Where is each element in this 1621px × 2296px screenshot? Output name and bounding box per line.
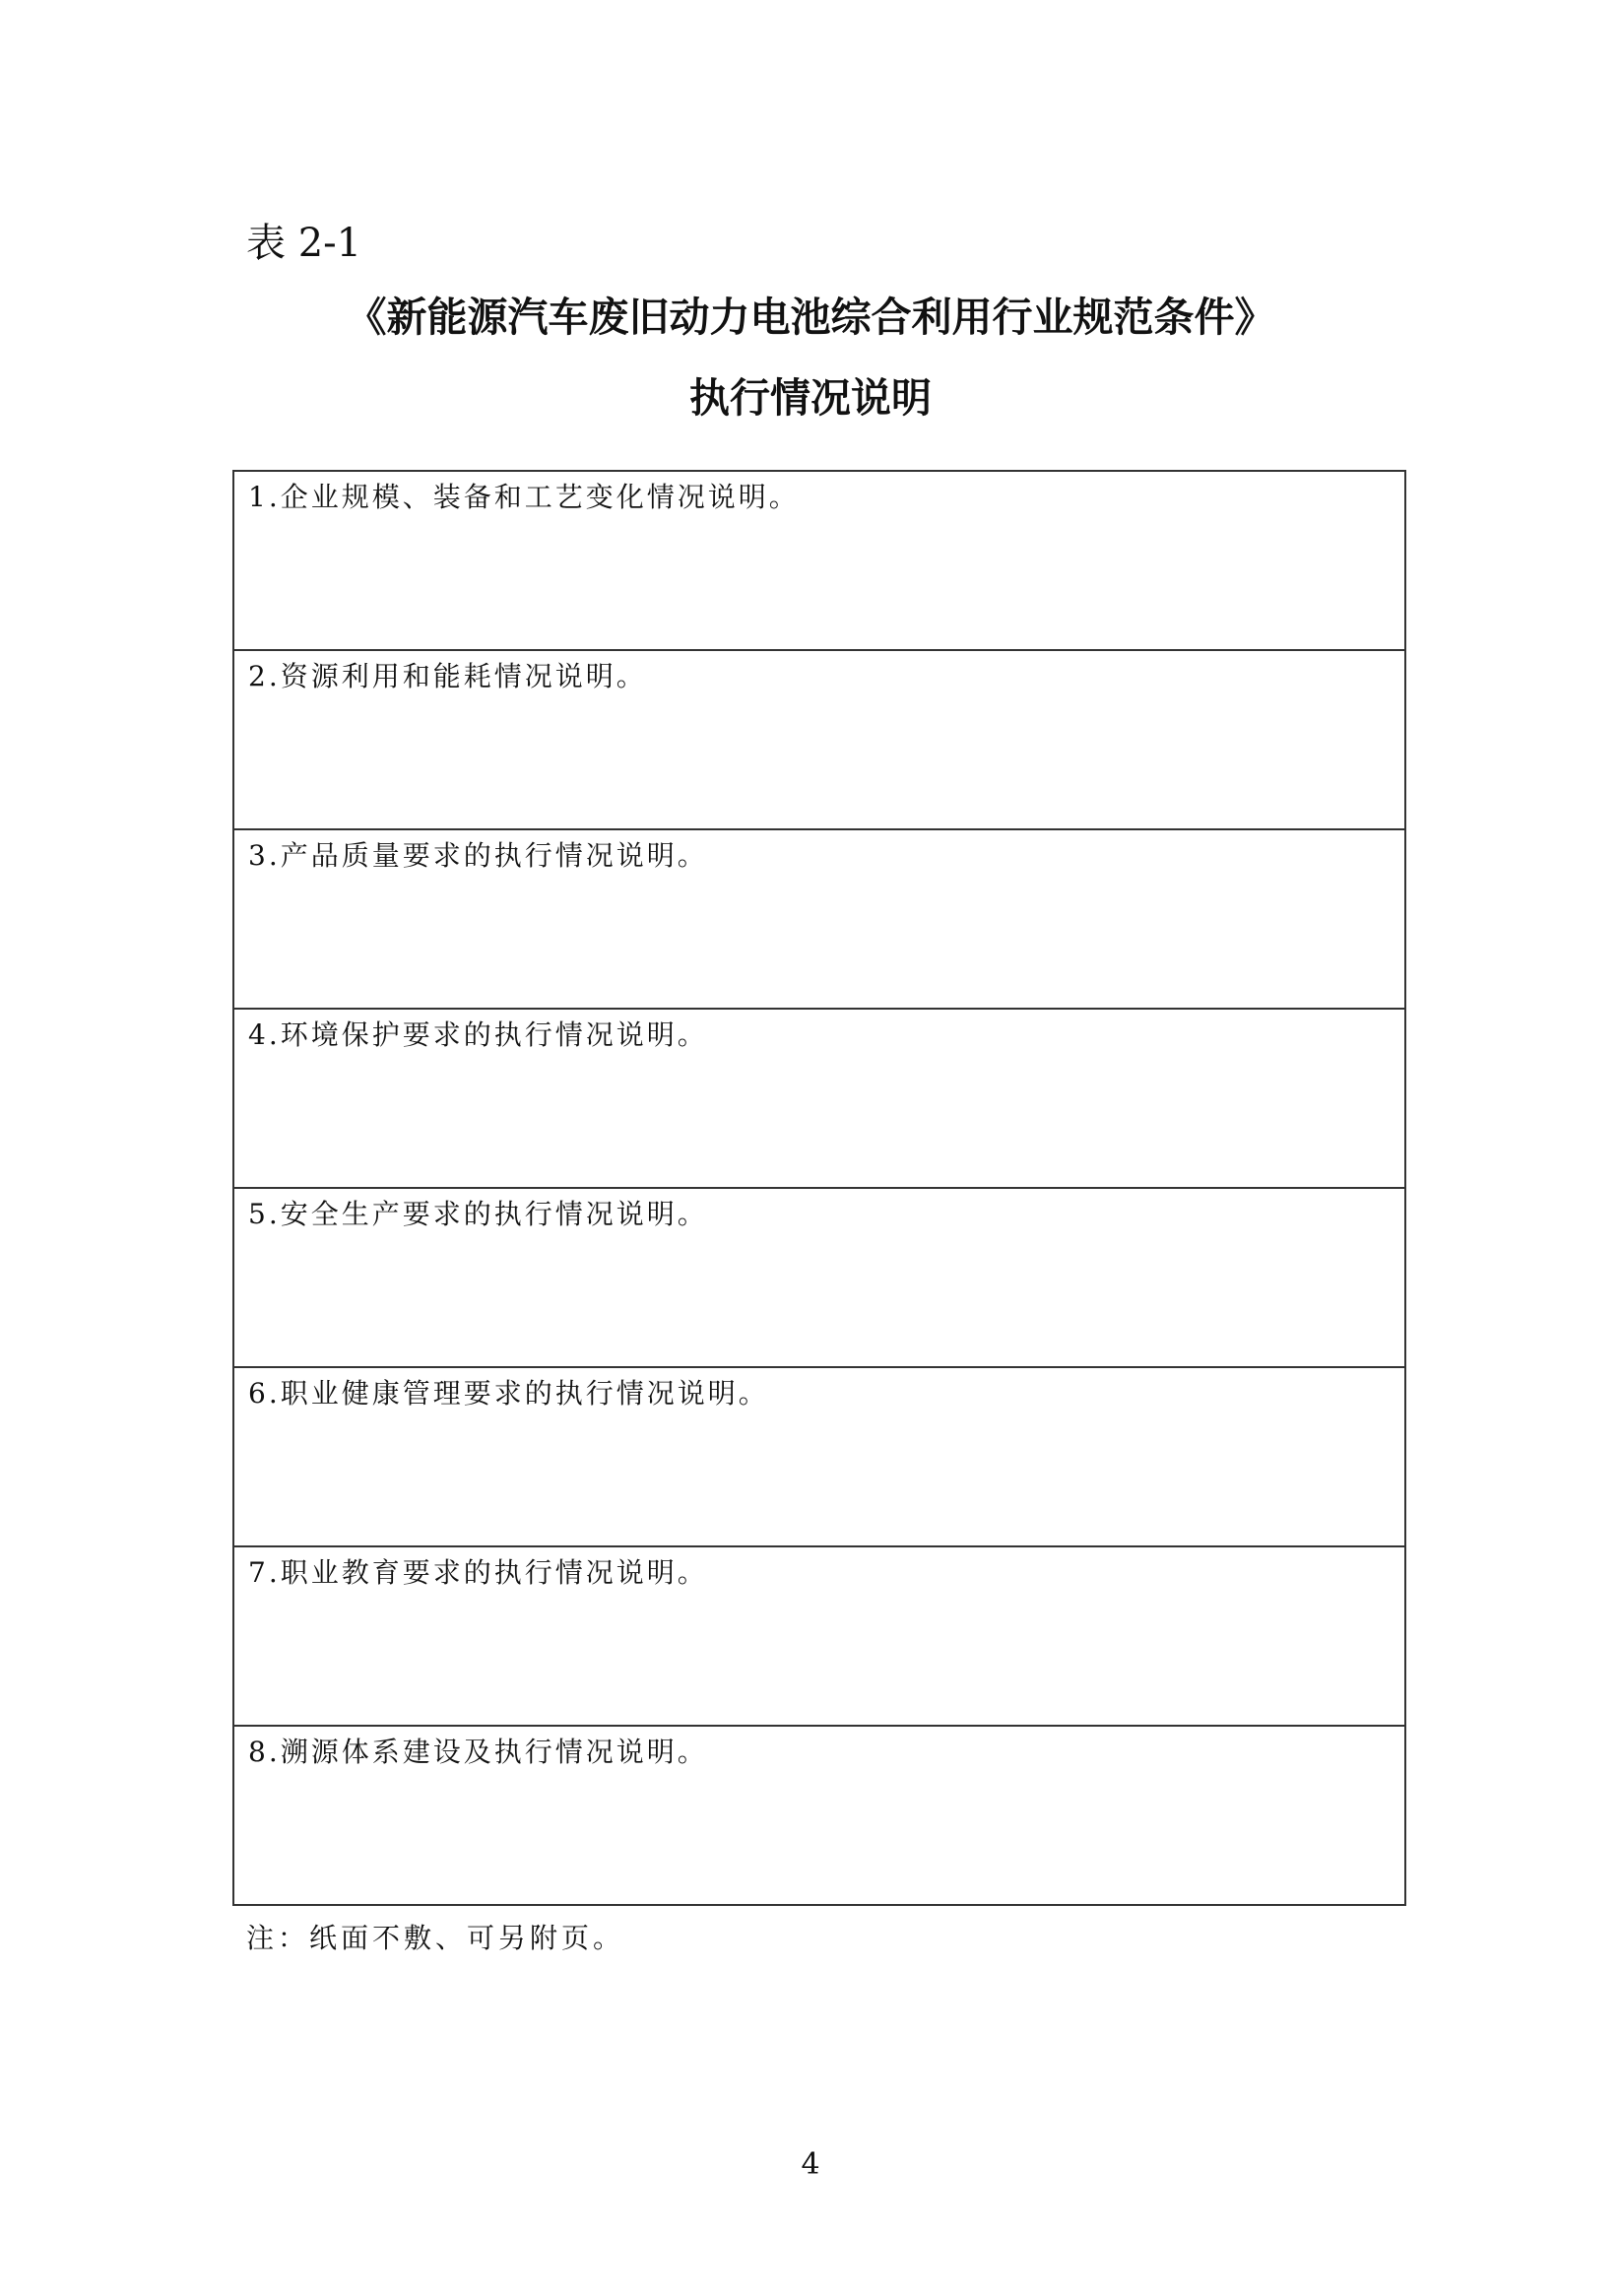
table-cell [233,1188,1405,1367]
table-label: 表 2-1 [246,221,362,266]
row-label-product-quality: 3.产品质量要求的执行情况说明。 [248,839,708,872]
row-label-resource-energy: 2.资源利用和能耗情况说明。 [248,660,647,692]
document-title: 《新能源汽车废旧动力电池综合利用行业规范条件》 [346,294,1275,341]
table-row [233,650,1405,829]
table-row [233,1009,1405,1188]
row-label-environment: 4.环境保护要求的执行情况说明。 [248,1018,708,1051]
report-form-table [232,470,1406,1906]
page-number: 4 [801,2147,820,2182]
table-cell [233,471,1405,650]
table-row [233,1367,1405,1546]
table-row [233,1188,1405,1367]
row-label-scale-equipment: 1.企业规模、装备和工艺变化情况说明。 [248,481,800,513]
table-cell [233,1546,1405,1726]
table-row [233,1726,1405,1905]
table-row [233,1546,1405,1726]
row-label-traceability: 8.溯源体系建设及执行情况说明。 [248,1736,708,1768]
table-row [233,829,1405,1009]
document-subtitle: 执行情况说明 [689,374,932,422]
footnote: 注：纸面不敷、可另附页。 [246,1922,625,1954]
row-label-occupational-health: 6.职业健康管理要求的执行情况说明。 [248,1377,769,1410]
table-cell [233,829,1405,1009]
row-label-safety: 5.安全生产要求的执行情况说明。 [248,1198,708,1230]
table-cell [233,1367,1405,1546]
table-cell [233,1009,1405,1188]
table-cell [233,650,1405,829]
row-label-vocational-education: 7.职业教育要求的执行情况说明。 [248,1556,708,1589]
table-row [233,471,1405,650]
table-cell [233,1726,1405,1905]
